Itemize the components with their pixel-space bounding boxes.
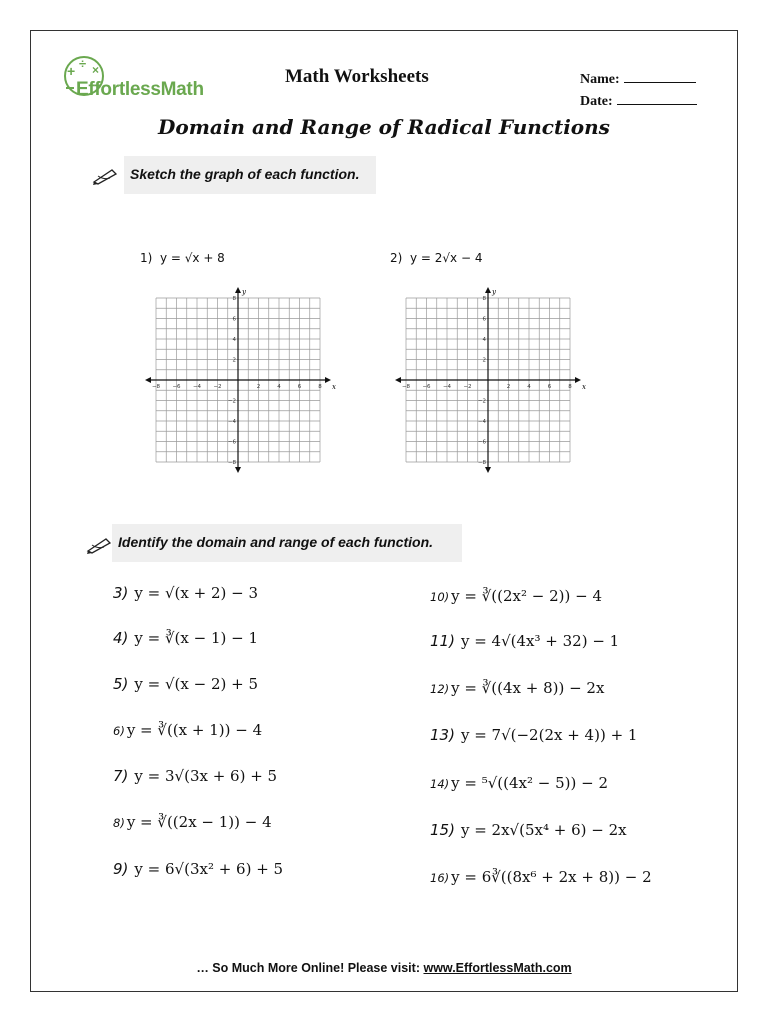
problem-14 [430, 774, 608, 792]
problem-6 [113, 721, 262, 739]
x-axis-label: x [332, 383, 336, 391]
pencil-icon [86, 535, 112, 555]
x-tick-label: 4 [277, 384, 281, 390]
problem-number: 1) [140, 251, 153, 265]
problem-9 [113, 860, 283, 878]
y-tick-label: −4 [227, 419, 236, 425]
x-tick-label: 4 [527, 384, 531, 390]
coordinate-grid-1[interactable] [142, 284, 338, 484]
graph-problem-2 [390, 251, 482, 265]
problem-equation: y = √x + 8 [159, 251, 225, 265]
name-blank [624, 70, 696, 83]
problem-number: 5) [113, 675, 129, 693]
logo-text: EffortlessMath [76, 79, 204, 100]
problem-equation: y = 6∛((8x⁶ + 2x + 8)) − 2 [451, 868, 652, 886]
x-tick-label: −2 [213, 384, 222, 390]
x-tick-label: 6 [547, 384, 552, 390]
y-axis-arrow-down [235, 467, 241, 473]
problem-number: 4) [113, 629, 129, 647]
y-tick-label: −6 [227, 439, 236, 446]
problem-number: 9) [113, 860, 129, 878]
problem-number: 12) [430, 682, 450, 696]
problem-number: 10) [430, 590, 450, 604]
problem-equation: y = √(x + 2) − 3 [134, 584, 259, 602]
date-blank [617, 92, 697, 105]
problem-number: 8) [113, 816, 125, 830]
y-tick-label: 8 [482, 296, 486, 302]
svg-text:×: × [92, 63, 100, 77]
x-tick-label: 8 [568, 384, 572, 390]
footer-link[interactable]: www.EffortlessMath.com [423, 961, 572, 975]
problem-12 [430, 679, 604, 697]
x-tick-label: −8 [401, 384, 411, 390]
x-tick-label: −4 [442, 384, 452, 390]
x-tick-label: 8 [318, 384, 322, 390]
x-tick-label: −6 [172, 384, 181, 390]
y-axis-arrow-up [235, 287, 241, 293]
header-title: Math Worksheets [285, 66, 429, 87]
y-tick-label: 6 [482, 316, 486, 323]
x-tick-label: −8 [151, 384, 161, 390]
problem-7 [113, 767, 277, 785]
name-field [580, 70, 696, 88]
x-tick-label: −6 [422, 384, 431, 390]
problem-number: 3) [113, 584, 129, 602]
problem-8 [113, 813, 272, 831]
y-axis-arrow-down [485, 467, 491, 473]
problem-11 [430, 632, 619, 650]
x-tick-label: 2 [506, 384, 511, 390]
y-tick-label: 6 [232, 316, 236, 323]
problem-number: 15) [430, 821, 455, 839]
y-tick-label: −2 [477, 398, 486, 405]
problem-equation: y = √(x − 2) + 5 [134, 675, 259, 693]
x-axis-arrow-right [575, 377, 581, 383]
y-axis-arrow-up [485, 287, 491, 293]
problem-13 [430, 726, 637, 744]
svg-text:+: + [67, 63, 76, 79]
x-axis-arrow-left [395, 377, 401, 383]
coordinate-grid-2[interactable] [392, 284, 588, 484]
problem-equation: y = ∛((x + 1)) − 4 [126, 721, 263, 739]
problem-10 [430, 587, 602, 605]
problem-16 [430, 868, 652, 886]
problem-equation: y = ⁵√((4x² − 5)) − 2 [451, 774, 608, 792]
y-tick-label: −6 [477, 439, 486, 446]
y-tick-label: 8 [232, 296, 236, 302]
x-axis-arrow-right [325, 377, 331, 383]
name-label: Name: [580, 72, 620, 87]
problem-equation: y = ∛((2x² − 2)) − 4 [451, 587, 602, 605]
date-field [580, 92, 697, 110]
problem-number: 6) [113, 724, 125, 738]
footer-text: … So Much More Online! Please visit: [196, 961, 420, 975]
problem-number: 7) [113, 767, 129, 785]
problem-equation: y = 3√(3x + 6) + 5 [134, 767, 278, 785]
y-tick-label: −4 [477, 419, 486, 425]
problem-number: 13) [430, 726, 455, 744]
problem-equation: y = 2x√(5x⁴ + 6) − 2x [460, 821, 627, 839]
y-tick-label: 4 [232, 337, 236, 343]
problem-equation: y = 6√(3x² + 6) + 5 [134, 860, 284, 878]
problem-equation: y = ∛((4x + 8)) − 2x [451, 679, 605, 697]
y-tick-label: 2 [232, 357, 236, 364]
x-tick-label: −4 [192, 384, 202, 390]
problem-equation: y = ∛(x − 1) − 1 [134, 629, 259, 647]
problem-equation: y = ∛((2x − 1)) − 4 [126, 813, 272, 831]
problem-number: 2) [390, 251, 403, 265]
problem-5 [113, 675, 258, 693]
date-label: Date: [580, 94, 613, 109]
problem-number: 11) [430, 632, 455, 650]
y-tick-label: 4 [482, 337, 486, 343]
identify-instruction: Identify the domain and range of each function. [112, 524, 462, 562]
x-tick-label: 2 [256, 384, 261, 390]
problem-4 [113, 629, 258, 647]
problem-3 [113, 584, 258, 602]
y-tick-label: −8 [227, 460, 236, 466]
problem-equation: y = 4√(4x³ + 32) − 1 [460, 632, 620, 650]
problem-equation: y = 2√x − 4 [409, 251, 483, 265]
y-tick-label: −8 [477, 460, 486, 466]
y-axis-label: y [242, 288, 246, 296]
page-title: Domain and Range of Radical Functions [158, 115, 610, 139]
problem-15 [430, 821, 627, 839]
footer [0, 961, 768, 975]
x-axis-label: x [582, 383, 586, 391]
sketch-instruction: Sketch the graph of each function. [124, 156, 376, 194]
problem-number: 16) [430, 871, 450, 885]
x-tick-label: −2 [463, 384, 472, 390]
y-tick-label: 2 [482, 357, 486, 364]
problem-equation: y = 7√(−2(2x + 4)) + 1 [460, 726, 638, 744]
x-tick-label: 6 [297, 384, 302, 390]
graph-problem-1 [140, 251, 225, 265]
x-axis-arrow-left [145, 377, 151, 383]
pencil-icon [92, 166, 118, 186]
problem-number: 14) [430, 777, 450, 791]
svg-text:÷: ÷ [79, 56, 87, 71]
y-axis-label: y [492, 288, 496, 296]
y-tick-label: −2 [227, 398, 236, 405]
